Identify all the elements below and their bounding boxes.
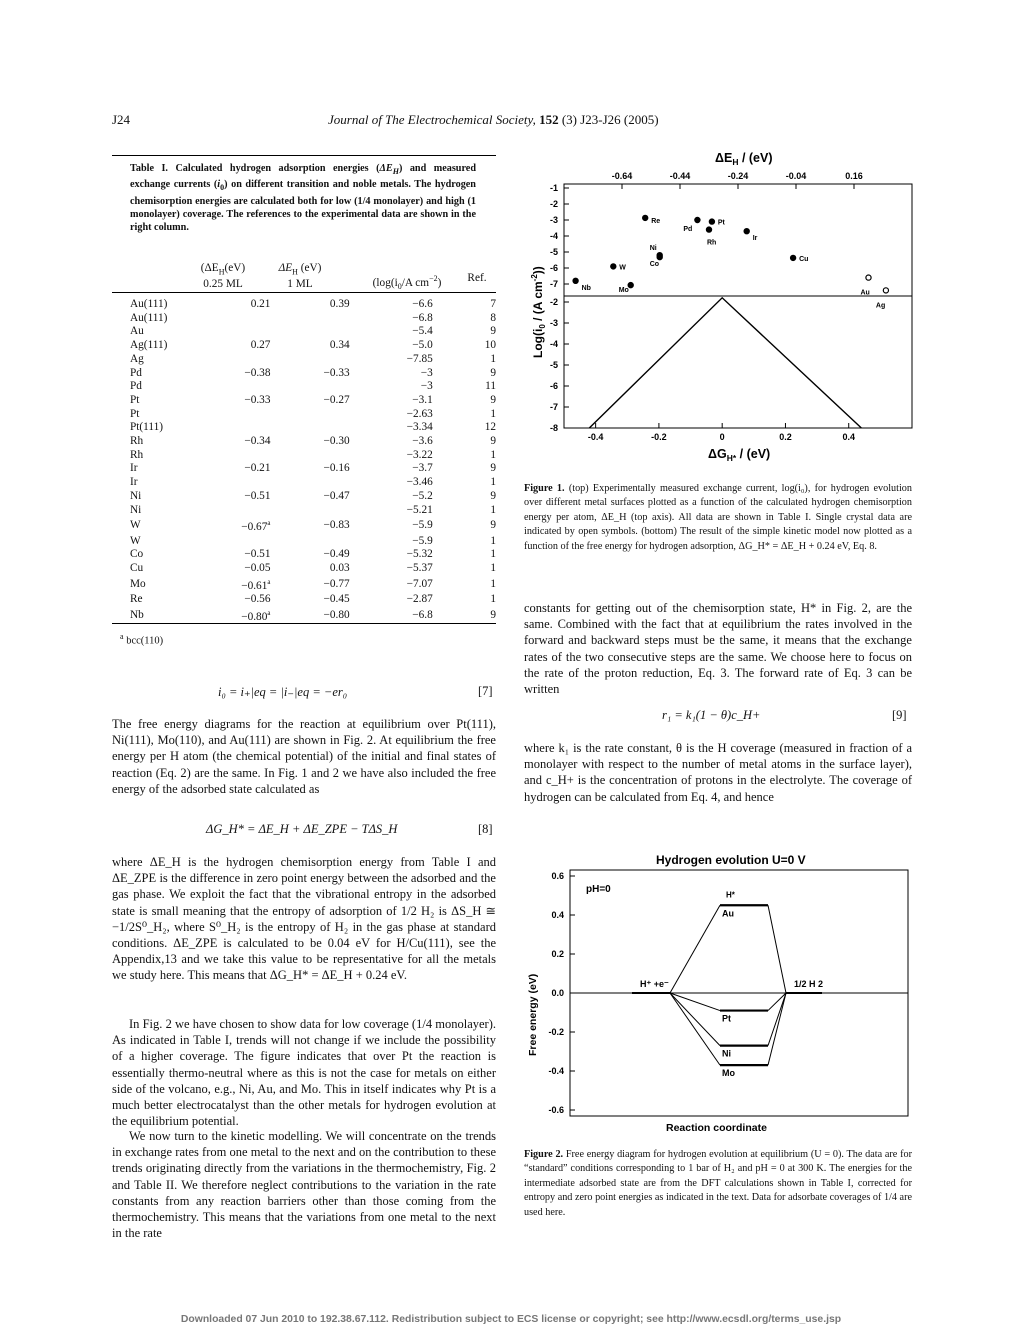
fig1-point-label: Cu <box>799 255 809 263</box>
table-cell: −5.21 <box>406 503 433 516</box>
fig2-connector <box>768 993 786 1046</box>
table-cell: Ag(111) <box>130 339 168 352</box>
equation-8-number: [8] <box>478 822 493 836</box>
table-cell <box>201 353 284 367</box>
table-cell: −5.2 <box>412 489 433 502</box>
table-row <box>112 517 496 534</box>
fig1-data-point <box>744 229 749 234</box>
table-cell: 8 <box>490 311 496 324</box>
right-paragraph-2: where k₁ is the rate constant, θ is the H coverage (measured in fraction of a monolayer with respect to the number of metal atoms in the surface layer), and c_H+ is the concentration of protons in the electrolyte. The coverage of hydrogen can be calculated from Eq. 4, and hence <box>524 741 912 804</box>
table-row <box>112 576 496 593</box>
table-row <box>112 421 496 435</box>
table-cell <box>284 380 363 394</box>
table-cell: 0.03 <box>329 562 350 575</box>
table-row <box>112 607 496 624</box>
figure-1-plot <box>520 148 920 478</box>
table-cell <box>201 408 284 422</box>
fig1-bottom-panel <box>550 297 861 442</box>
fig1-point-label: Re <box>651 217 661 225</box>
equation-9-number: [9] <box>892 708 907 722</box>
fig1-bottom-frame <box>564 296 912 428</box>
table-cell: 12 <box>484 421 496 434</box>
table-cell: −0.21 <box>244 462 271 475</box>
fig2-connector <box>670 993 720 1046</box>
figure-2-caption: Figure 2. Free energy diagram for hydrogen evolution at equilibrium (U = 0). The data are for “standard” conditions corresponding to 1 bar of H₂ and pH = 0 at 300 K. The energies for the intermediate adsorbed state are from the DFT calculations shown in Table I, corrected for entropy and zero point energies as indicated in the text. Data for adsorbate coverages of 1/4 are used here. <box>524 1149 912 1218</box>
fig1-data-point <box>643 215 648 220</box>
table-cell: −0.77 <box>323 577 350 590</box>
fig1-top-panel <box>550 171 889 309</box>
fig1-bottom-ytick-label: -4 <box>549 339 558 349</box>
fig2-level-label: Au <box>722 908 734 919</box>
table-cell: −0.34 <box>244 435 271 448</box>
table-cell <box>201 312 284 326</box>
fig1-top-tick-label: -0.64 <box>611 171 633 181</box>
equation-7: i₀ = i₊|eq = |i₋|eq = −er₀ <box>218 685 348 699</box>
fig1-data-point <box>695 217 700 222</box>
table-row <box>112 562 496 576</box>
fig2-ytick-label: 0.6 <box>551 871 564 881</box>
fig2-connector <box>768 905 786 993</box>
fig1-bottom-ytick-label: -6 <box>549 381 558 391</box>
fig2-ytick-label: 0.2 <box>551 949 564 959</box>
fig2-level-label: Mo <box>722 1068 735 1079</box>
table-cell: −0.47 <box>323 489 350 502</box>
table-row <box>112 462 496 476</box>
table-row <box>112 380 496 394</box>
table-cell <box>201 535 284 549</box>
fig1-data-point <box>709 219 714 224</box>
fig1-top-tick-label: 0.16 <box>845 171 863 181</box>
fig2-final-label: 1/2 H 2 <box>794 979 824 989</box>
table-cell: 9 <box>490 435 496 448</box>
table-cell: −0.16 <box>323 462 350 475</box>
fig1-bottom-axis-title: $\Delta G_{H*} / (eV)$ <box>708 447 771 463</box>
table-cell: 1 <box>490 593 496 606</box>
fig1-point-label: W <box>619 264 626 272</box>
table-cell <box>201 449 284 463</box>
fig1-top-tick-label: -0.04 <box>785 171 807 181</box>
table-row <box>112 339 496 353</box>
table-cell: −3.46 <box>406 476 433 489</box>
fig1-point-label: Mo <box>618 287 629 295</box>
table-cell: Ir <box>130 476 138 489</box>
table-top-rule <box>112 155 496 156</box>
table-cell: −3.1 <box>412 393 433 406</box>
download-footer: Downloaded 07 Jun 2010 to 192.38.67.112. Redistribution subject to ECS license or copyright; see http://www.ecsdl.org/terms_use.jsp <box>180 1314 842 1325</box>
table-cell: W <box>130 519 141 532</box>
table-cell <box>201 476 284 490</box>
fig1-top-ytick-label: -6 <box>549 263 558 273</box>
table-row <box>112 593 496 607</box>
fig2-ytick-label: -0.6 <box>548 1105 564 1115</box>
table-row <box>112 449 496 463</box>
fig2-connector <box>670 993 720 1065</box>
table-cell: 9 <box>490 366 496 379</box>
fig1-data-point <box>611 264 616 269</box>
fig1-point-label: Ag <box>875 302 886 310</box>
table-cell: 1 <box>490 476 496 489</box>
fig1-top-ytick-label: -2 <box>549 199 558 209</box>
table-cell: Nb <box>130 608 144 621</box>
right-paragraph-1: constants for getting out of the chemisorption state, H* in Fig. 2, are the same. Combined with the fact that at equilibrium the rates involved in the forward and backward steps must be the same, it means that the exchange rates of the two consecutive steps are the same. We choose here to focus on the rate of the proton reduction, Eq. 3. The forward rate of Eq. 3 can be written <box>524 601 912 697</box>
fig2-level-label: Pt <box>722 1013 731 1024</box>
table-cell: −3.34 <box>406 421 433 434</box>
fig2-ytick-label: -0.4 <box>548 1066 564 1076</box>
fig1-bottom-ytick-label: -2 <box>549 297 558 307</box>
fig1-top-ytick-label: -7 <box>549 279 558 289</box>
table-row <box>112 394 496 408</box>
figure-1-caption: Figure 1. (top) Experimentally measured exchange current, log(i₀), for hydrogen evolution over different metal surfaces plotted as a function of the calculated hydrogen chemisorption energy per atom, ΔE_H (top axis). All data are shown in Table I. Single crystal data are indicated by open symbols. (bottom) The result of the simple kinetic model now plotted as a function of the free energy for hydrogen adsorption, ΔG_H* = ΔE_H + 0.24 eV, Eq. 8. <box>524 483 912 552</box>
table-cell <box>284 421 363 435</box>
table-cell: −5.9 <box>412 519 433 532</box>
table-row <box>112 298 496 312</box>
fig2-initial-label: H⁺ +e⁻ <box>640 979 669 989</box>
fig2-ph-label: pH=0 <box>586 884 611 895</box>
table-cell: −7.07 <box>406 577 433 590</box>
table-cell: 10 <box>484 339 496 352</box>
table-cell: −5.0 <box>412 339 433 352</box>
footnote-marker: a <box>267 609 271 617</box>
fig2-ytick-label: -0.2 <box>548 1027 564 1037</box>
table-row <box>112 353 496 367</box>
fig1-data-point <box>628 283 633 288</box>
fig1-bottom-tick-label: 0.2 <box>779 432 792 442</box>
table-cell: −6.8 <box>412 608 433 621</box>
fig1-point-label: Co <box>649 261 660 269</box>
table-cell: 9 <box>490 393 496 406</box>
fig1-bottom-tick-label: 0.4 <box>842 432 855 442</box>
figure-2-plot <box>522 848 916 1138</box>
table-cell: −3.7 <box>412 462 433 475</box>
fig1-top-ytick-label: -4 <box>549 231 558 241</box>
fig2-hstar-label: H* <box>726 890 735 900</box>
table-cell: Au <box>130 325 144 338</box>
table-row <box>112 548 496 562</box>
table-cell: −5.4 <box>412 325 433 338</box>
table-cell: 9 <box>490 489 496 502</box>
table-cell: 9 <box>490 519 496 532</box>
table-cell: −0.33 <box>323 366 350 379</box>
table-cell: −0.51 <box>244 489 271 502</box>
table-cell <box>284 408 363 422</box>
equation-8: ΔG_H* = ΔE_H + ΔE_ZPE − TΔS_H <box>206 822 398 836</box>
table-cell: 0.39 <box>329 298 350 310</box>
table-cell: −0.80$^a$ <box>241 609 271 623</box>
table-footnote: $^a$ bcc(110) <box>120 632 164 647</box>
table-cell <box>201 380 284 394</box>
table-row <box>112 325 496 339</box>
journal-citation: Journal of The Electrochemical Society, 152 (3) J23-J26 (2005) <box>328 112 659 127</box>
fig2-body <box>548 871 908 1115</box>
equation-7-number: [7] <box>478 684 493 698</box>
fig1-y-axis-title: $Log(i_0 / (A$ $cm^{-2}$)) <box>530 266 547 358</box>
table-cell: 9 <box>490 325 496 338</box>
fig1-point-label: Ni <box>649 245 657 253</box>
table-cell: 1 <box>490 448 496 461</box>
fig2-y-label: Free energy (eV) <box>527 973 539 1056</box>
table-cell: −0.83 <box>323 519 350 532</box>
table-cell: −5.9 <box>412 534 433 547</box>
table-cell: 0.21 <box>250 298 271 310</box>
table-cell: Au(111) <box>130 298 168 310</box>
table-row <box>112 367 496 381</box>
fig1-top-frame <box>564 184 912 296</box>
fig1-point-label: Pd <box>683 226 693 233</box>
col-head-log-i0: ($\log(i_0/A$ $cm^{-2}$) <box>372 274 442 292</box>
table-cell: −3.22 <box>406 448 433 461</box>
table-body <box>112 298 496 624</box>
table-row <box>112 312 496 326</box>
table-cell: Ni <box>130 489 142 502</box>
table-cell: Ag <box>130 352 144 365</box>
left-paragraph-1: The free energy diagrams for the reaction at equilibrium over Pt(111), Ni(111), Mo(110), and Au(111) are shown in Fig. 2. At equilibrium the free energy per H atom (the chemical potential) of the initial and final states of reaction (Eq. 2) are the same. In Fig. 1 and 2 we have also included the free energy of the adsorbed state calculated as <box>112 717 496 796</box>
fig1-data-point <box>657 255 662 260</box>
fig1-point-label: Rh <box>707 239 717 247</box>
table-cell: 1 <box>490 577 496 590</box>
fig1-data-point <box>573 278 578 283</box>
table-cell: Cu <box>130 562 144 575</box>
table-cell <box>201 504 284 518</box>
fig2-title: Hydrogen evolution U=0 V <box>656 853 806 867</box>
fig1-bottom-ytick-label: -7 <box>549 402 558 412</box>
footnote-marker: a <box>267 519 271 528</box>
table-cell: 1 <box>490 352 496 365</box>
fig1-data-point <box>706 227 711 232</box>
table-row <box>112 476 496 490</box>
table-cell: 9 <box>490 608 496 621</box>
table-cell: 11 <box>485 380 496 393</box>
equation-9: r₁ = k₁(1 − θ)c_H+ <box>662 708 761 722</box>
fig1-bottom-tick-label: 0 <box>719 432 725 442</box>
table-cell <box>284 535 363 549</box>
fig1-top-tick-label: -0.44 <box>669 171 691 181</box>
table-row <box>112 535 496 549</box>
table-cell: Pt(111) <box>130 421 164 434</box>
footnote-marker: a <box>267 577 271 586</box>
table-cell: −2.63 <box>406 407 433 420</box>
table-cell: 1 <box>490 503 496 516</box>
table-cell: Rh <box>130 435 144 448</box>
table-cell: −0.27 <box>323 393 350 406</box>
table-cell <box>284 312 363 326</box>
fig1-point-label: Ir <box>752 235 758 243</box>
fig1-point-label: Nb <box>581 284 591 292</box>
table-cell: Pt <box>130 407 140 420</box>
table-cell: 0.34 <box>329 339 350 352</box>
table-cell: −0.05 <box>244 562 271 575</box>
table-cell <box>284 353 363 367</box>
fig2-connector <box>670 993 720 1011</box>
table-cell: −0.80 <box>323 608 350 621</box>
col-head-low-coverage: ($\Delta E_H(eV)$ 0.25 ML <box>200 262 246 291</box>
table-cell: 1 <box>490 562 496 575</box>
table-cell: Pd <box>130 380 142 393</box>
col-head-high-coverage: $\Delta E_H$ (eV) 1 ML <box>278 262 322 291</box>
table-cell: −6.8 <box>412 311 433 324</box>
fig1-data-point <box>866 275 871 280</box>
table-cell: 1 <box>490 548 496 561</box>
fig2-x-label: Reaction coordinate <box>666 1122 767 1134</box>
table-cell: W <box>130 534 141 547</box>
left-paragraph-2: where ΔE_H is the hydrogen chemisorption energy from Table I and ΔE_ZPE is the difference in zero point energy between the adsorbed and the gas phase. We exploit the fact that the vibrational entropy in the adsorbed state is small meaning that the entropy of adsorption of 1/2 H₂ is ΔS_H ≅ −1/2S⁰_H₂, where S⁰_H₂ is the entropy of H₂ in the gas phase at standard conditions. ΔE_ZPE is calculated to be 0.04 eV for H/Cu(111), see the Appendix,13 and we take this value to be representative for all the metals we study here. This means that ΔG_H* = ΔE_H + 0.24 eV. <box>112 855 496 983</box>
table-cell: −2.87 <box>406 593 433 606</box>
table-cell: −6.6 <box>412 298 433 310</box>
table-row <box>112 435 496 449</box>
table-cell: Re <box>130 593 143 606</box>
table-cell: 9 <box>490 462 496 475</box>
table-cell: −0.49 <box>323 548 350 561</box>
fig1-bottom-ytick-label: -3 <box>549 318 558 328</box>
fig1-bottom-tick-label: -0.2 <box>651 432 667 442</box>
fig1-top-tick-label: -0.24 <box>727 171 749 181</box>
fig1-volcano-line <box>589 298 861 428</box>
fig1-bottom-ytick-label: -5 <box>549 360 558 370</box>
table-cell: Mo <box>130 577 146 590</box>
table-cell: 1 <box>490 407 496 420</box>
table-cell <box>284 449 363 463</box>
table-cell: 0.27 <box>250 339 271 352</box>
table-cell: −3 <box>420 366 433 379</box>
table-cell: −0.56 <box>244 593 271 606</box>
table-cell: −0.45 <box>323 593 350 606</box>
fig1-bottom-tick-label: -0.4 <box>587 432 604 442</box>
fig1-point-label: Pt <box>717 219 725 227</box>
fig2-ytick-label: 0.4 <box>551 910 564 920</box>
table-cell: 7 <box>490 298 496 310</box>
table-cell <box>284 325 363 339</box>
table-cell: Rh <box>130 448 144 461</box>
fig1-top-ytick-label: -5 <box>549 247 558 257</box>
table-cell: Ir <box>130 462 138 475</box>
table-row <box>112 504 496 518</box>
table-cell: 1 <box>490 534 496 547</box>
fig1-top-ytick-label: -3 <box>549 215 558 225</box>
table-cell: −0.67$^a$ <box>241 519 271 534</box>
table-cell: −0.51 <box>244 548 271 561</box>
table-caption: Table I. Calculated hydrogen adsorption energies $(\Delta E_H)$ and measured exchange currents $(i_0)$ on different transition and noble metals. The hydrogen chemisorption energies are calculated both for low (1/4 monolayer) and high (1 monolayer) coverage. The references to the experimental data are shown in the right column. <box>130 163 476 234</box>
table-bottom-rule <box>112 623 496 624</box>
fig1-top-axis-title: $\Delta E_H / (eV)$ <box>715 151 773 167</box>
table-cell <box>284 476 363 490</box>
left-paragraph-3: In Fig. 2 we have chosen to show data for low coverage (1/4 monolayer). As indicated in Table I, trends will not change if we include the possibility of a higher coverage. The figure indicates that over Pt the reaction is essentially thermo-neutral where as this is not the case for metals on either side of the volcano, e.g., Ni, Au, and Mo. This in itself indicates why Pt is a much better electrocatalyst than the other metals for hydrogen evolution at the equilibrium potential. <box>112 1017 496 1129</box>
table-cell: −3.6 <box>412 435 433 448</box>
table-cell: −0.38 <box>244 366 271 379</box>
table-cell: −0.33 <box>244 393 271 406</box>
page-number: J24 <box>112 112 131 127</box>
table-cell: −7.85 <box>406 352 433 365</box>
table-cell: −3 <box>420 380 433 393</box>
table-cell: −5.37 <box>406 562 433 575</box>
table-cell <box>284 504 363 518</box>
table-cell: Pt <box>130 393 140 406</box>
fig1-data-point <box>791 255 796 260</box>
table-cell <box>201 421 284 435</box>
fig1-bottom-ytick-label: -8 <box>549 423 558 433</box>
fig2-level-label: Ni <box>722 1048 731 1059</box>
fig1-top-ytick-label: -1 <box>549 183 558 193</box>
fig1-data-point <box>883 288 888 293</box>
left-paragraph-4: We now turn to the kinetic modelling. We will concentrate on the trends in exchange rates from one metal to the next and on the contribution to these trends originating directly from the variations in the thermochemistry, Fig. 2 and Table II. We therefore neglect contributions to the variation in the rate constants from any reaction barriers other than those coming from the thermochemistry. This means that the variations from one metal to the next in the rate <box>112 1129 496 1241</box>
table-cell: −0.61$^a$ <box>241 577 271 592</box>
fig1-point-label: Au <box>860 289 870 297</box>
table-cell: Au(111) <box>130 311 168 324</box>
col-head-ref: Ref. <box>467 272 487 284</box>
table-row <box>112 490 496 504</box>
table-row <box>112 408 496 422</box>
table-cell: Pd <box>130 366 142 379</box>
table-cell: Ni <box>130 503 142 516</box>
table-cell <box>201 325 284 339</box>
table-header-rule <box>112 292 496 293</box>
table-cell: −0.30 <box>323 435 350 448</box>
table-cell: −5.32 <box>406 548 433 561</box>
fig2-connector <box>670 905 720 993</box>
fig2-ytick-label: 0.0 <box>551 988 564 998</box>
fig2-connector <box>768 993 786 1065</box>
table-cell: Co <box>130 548 144 561</box>
